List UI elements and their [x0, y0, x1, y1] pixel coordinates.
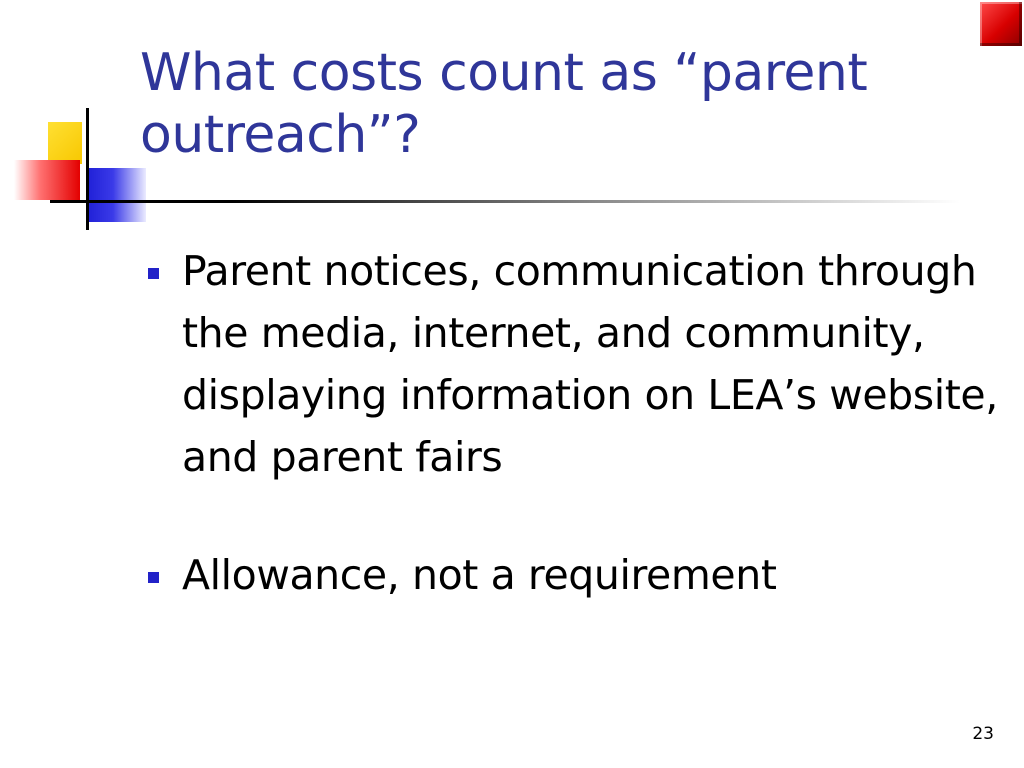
decorative-yellow-square [48, 122, 82, 164]
decorative-blue-square [86, 168, 146, 222]
decorative-vertical-line [86, 108, 89, 230]
slide-title: What costs count as “parent outreach”? [140, 43, 868, 165]
bullet-text: Allowance, not a requirement [182, 551, 777, 599]
bullet-item [145, 240, 1005, 488]
square-bullet-icon [148, 268, 159, 279]
page-number: 23 [972, 724, 994, 744]
title-divider-line [50, 200, 960, 203]
bullet-item [145, 544, 1005, 606]
decorative-red-bar [14, 160, 80, 200]
bullet-text: Parent notices, communication through the media, internet, and community, displaying information on LEA’s website, and parent fairs [182, 247, 998, 481]
slide-nav-button[interactable] [980, 2, 1022, 46]
square-bullet-icon [148, 572, 159, 583]
bullet-list [145, 240, 1005, 606]
